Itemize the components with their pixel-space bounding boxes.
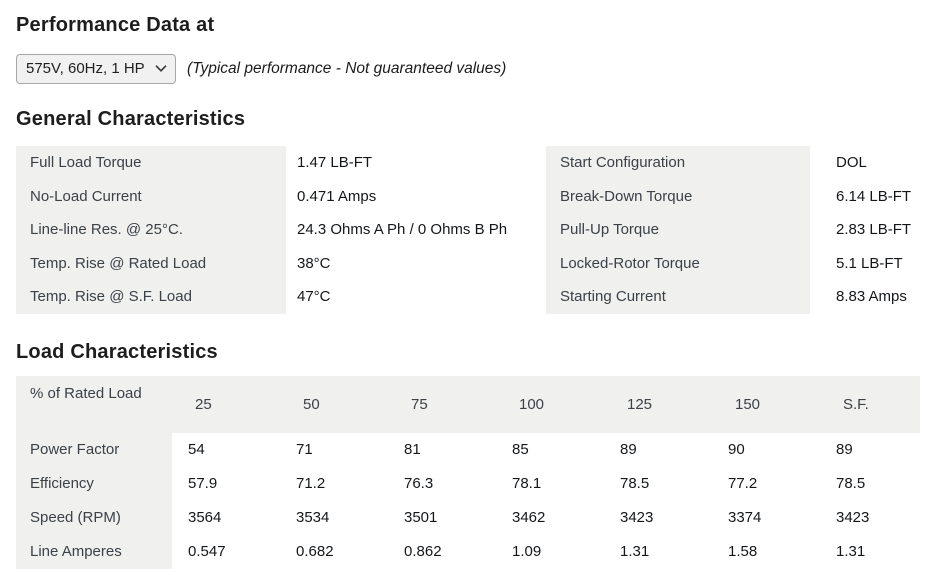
- general-row-label: Break-Down Torque: [546, 180, 810, 214]
- load-cell: 90: [728, 441, 745, 458]
- rating-select[interactable]: [16, 54, 176, 84]
- general-row-value: 5.1 LB-FT: [836, 254, 903, 272]
- general-row-value: 1.47 LB-FT: [297, 154, 373, 172]
- general-row-label: Pull-Up Torque: [546, 213, 810, 247]
- general-row-value: DOL: [836, 154, 867, 172]
- general-row-value: 24.3 Ohms A Ph / 0 Ohms B Ph: [297, 221, 508, 239]
- load-cell: 3423: [836, 509, 870, 526]
- load-cell: 85: [512, 441, 529, 458]
- load-cell: 71: [296, 441, 313, 458]
- general-row-label: Locked-Rotor Torque: [546, 247, 810, 281]
- load-cell: 78.5: [620, 475, 650, 492]
- general-row-label: Starting Current: [546, 280, 810, 314]
- load-row-label: Speed (RPM): [16, 501, 172, 535]
- load-cell: 1.31: [836, 543, 866, 560]
- general-row-label: Line-line Res. @ 25°C.: [16, 213, 286, 247]
- general-row-value: 47°C: [297, 288, 331, 306]
- general-row-label: Full Load Torque: [16, 146, 286, 180]
- load-cell: 81: [404, 441, 421, 458]
- load-cell: 3423: [620, 509, 654, 526]
- load-cell: 1.09: [512, 543, 542, 560]
- load-col-header: 25: [172, 376, 280, 433]
- load-cell: 3564: [188, 509, 222, 526]
- load-col-header: S.F.: [820, 376, 920, 433]
- general-row-value: 0.471 Amps: [297, 187, 377, 205]
- load-col-header: 50: [280, 376, 388, 433]
- page-title: Performance Data at: [16, 14, 215, 36]
- load-cell: 1.31: [620, 543, 650, 560]
- load-cell: 89: [620, 441, 637, 458]
- load-cell: 77.2: [728, 475, 758, 492]
- general-row-label: No-Load Current: [16, 180, 286, 214]
- load-cell: 57.9: [188, 475, 218, 492]
- load-characteristics-title: Load Characteristics: [16, 340, 218, 363]
- general-row-value: 38°C: [297, 254, 331, 272]
- load-cell: 71.2: [296, 475, 326, 492]
- general-row-value: 2.83 LB-FT: [836, 221, 912, 239]
- load-cell: 3501: [404, 509, 438, 526]
- general-row-value: 8.83 Amps: [836, 288, 907, 306]
- load-cell: 54: [188, 441, 205, 458]
- selector-row: [16, 54, 915, 84]
- load-row-label: Power Factor: [16, 433, 172, 467]
- load-cell: 78.1: [512, 475, 542, 492]
- load-col-header: 100: [496, 376, 604, 433]
- load-cell: 78.5: [836, 475, 866, 492]
- load-cell: 76.3: [404, 475, 434, 492]
- general-row-label: Temp. Rise @ S.F. Load: [16, 280, 286, 314]
- load-row-label: Line Amperes: [16, 535, 172, 569]
- load-col-header: 150: [712, 376, 820, 433]
- load-cell: 0.862: [404, 543, 442, 560]
- load-col-header: 125: [604, 376, 712, 433]
- rating-select-wrap: [16, 54, 176, 84]
- general-characteristics-table: [16, 146, 915, 314]
- load-row-label: Efficiency: [16, 467, 172, 501]
- general-row-label: Temp. Rise @ Rated Load: [16, 247, 286, 281]
- performance-note: (Typical performance - Not guaranteed values): [187, 60, 507, 77]
- general-row-value: 6.14 LB-FT: [836, 187, 912, 205]
- load-cell: 0.547: [188, 543, 226, 560]
- load-cell: 1.58: [728, 543, 758, 560]
- load-corner-header: % of Rated Load: [16, 376, 172, 433]
- load-cell: 3462: [512, 509, 546, 526]
- load-col-header: 75: [388, 376, 496, 433]
- general-characteristics-title: General Characteristics: [16, 108, 246, 130]
- load-cell: 0.682: [296, 543, 334, 560]
- load-characteristics-table: [16, 376, 915, 569]
- load-cell: 3374: [728, 509, 762, 526]
- general-row-label: Start Configuration: [546, 146, 810, 180]
- load-cell: 89: [836, 441, 853, 458]
- load-cell: 3534: [296, 509, 330, 526]
